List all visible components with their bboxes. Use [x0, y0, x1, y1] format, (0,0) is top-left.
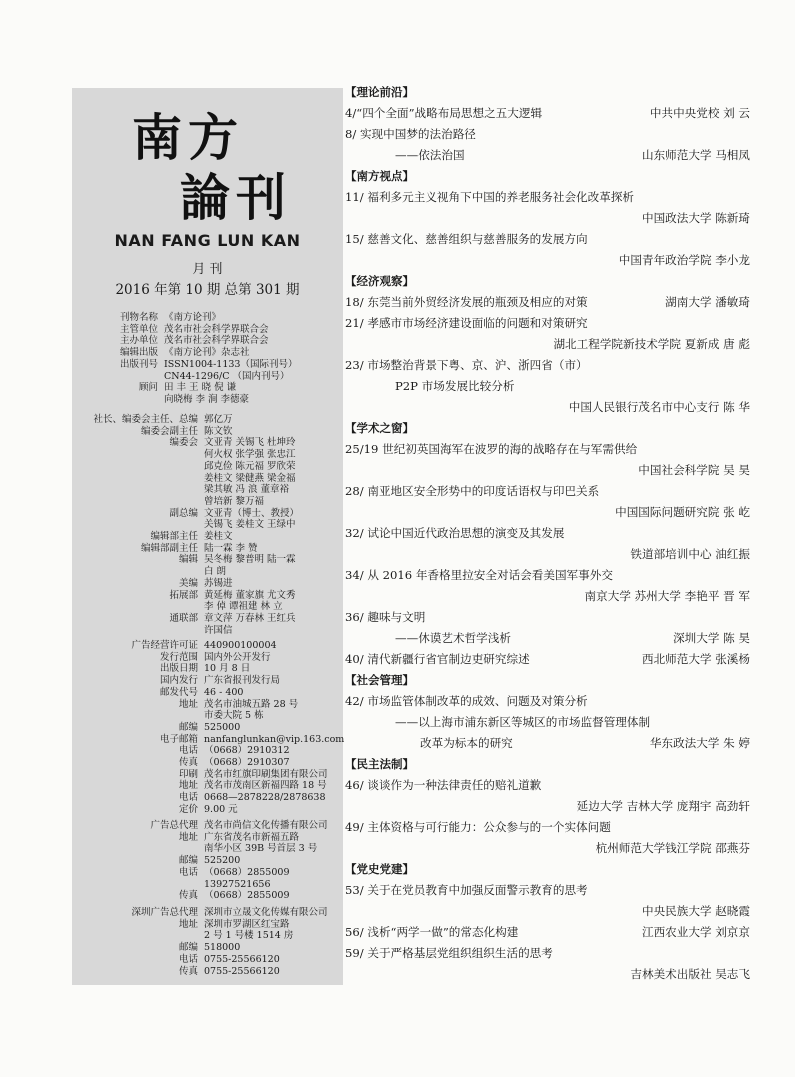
- toc-entry[interactable]: [345, 187, 750, 208]
- info-value: 田 丰 王 晓 倪 谦: [164, 382, 237, 394]
- article-title: 59/ 关于严格基层党组织组织生活的思考: [345, 946, 553, 960]
- info-row: [72, 804, 344, 816]
- info-value: 梁其敏 冯 浪 董章裕: [204, 484, 290, 496]
- article-title: 4/“四个全面”战略布局思想之五大逻辑: [345, 106, 543, 120]
- info-value: 茂名市红旗印刷集团有限公司: [204, 768, 328, 780]
- info-value: （0668）2855009: [204, 890, 290, 902]
- toc-section-heading: 【社会管理】: [345, 673, 414, 687]
- info-label: 通联部: [169, 612, 198, 624]
- article-title: 28/ 南亚地区安全形势中的印度话语权与印巴关系: [345, 484, 600, 498]
- info-row: [72, 347, 297, 359]
- article-title: 25/19 世纪初英国海军在波罗的海的战略存在与军需供给: [345, 442, 638, 456]
- article-title: 改革为标本的研究: [420, 736, 513, 750]
- toc-entry[interactable]: [345, 922, 750, 943]
- article-title: ——以上海市浦东新区等城区的市场监督管理体制: [395, 715, 651, 729]
- info-value: 吴冬梅 黎普明 陆一霖: [204, 554, 296, 566]
- info-label: [72, 484, 198, 496]
- publication-info: [72, 312, 297, 406]
- info-label: [72, 371, 158, 383]
- info-row: [72, 832, 328, 844]
- info-label: [72, 843, 198, 855]
- info-row: [72, 675, 344, 687]
- info-row: [72, 554, 299, 566]
- info-label: 电话: [178, 866, 198, 878]
- toc-entry[interactable]: [345, 523, 750, 544]
- article-author: 杭州师范大学钱江学院 邵燕芬: [595, 841, 750, 855]
- info-label: 邮编: [178, 942, 198, 954]
- info-label: [72, 473, 198, 485]
- info-label: 邮发代号: [159, 686, 198, 698]
- info-value: 姜桂文 梁健燕 梁金福: [204, 472, 296, 484]
- info-value: 广东省报刊发行局: [204, 675, 281, 687]
- article-author: 中共中央党校 刘 云: [649, 106, 750, 120]
- info-row: [72, 757, 344, 769]
- info-row: [72, 394, 297, 406]
- article-title: 18/ 东莞当前外贸经济发展的瓶颈及相应的对策: [345, 295, 588, 309]
- toc-entry[interactable]: [345, 292, 750, 313]
- info-row: [72, 519, 299, 531]
- info-label: 美编: [178, 577, 198, 589]
- article-author: 延边大学 吉林大学 庞翔宇 高劲轩: [576, 799, 750, 813]
- info-label: 广告总代理: [150, 820, 198, 831]
- toc-entry[interactable]: [345, 481, 750, 502]
- info-label: 编辑出版: [119, 347, 158, 359]
- info-label: 拓展部: [169, 589, 198, 601]
- info-value: 2 号 1 号楼 1514 房: [204, 930, 294, 942]
- info-value: 白 朗: [204, 566, 227, 578]
- article-title: 53/ 关于在党员教育中加强反面警示教育的思考: [345, 883, 588, 897]
- info-row: [72, 312, 297, 324]
- info-value: 陈文钦: [204, 425, 233, 437]
- info-value: 文亚青（博士、教授）: [204, 507, 300, 519]
- article-title: 40/ 清代新疆行省官制边吏研究综述: [345, 652, 530, 666]
- info-label: 编辑部副主任: [140, 542, 198, 554]
- frequency-label: 月 刊: [192, 262, 223, 277]
- info-value: 茂名市茂南区新福四路 18 号: [204, 780, 327, 792]
- toc-entry[interactable]: [345, 250, 750, 271]
- masthead-panel: [72, 88, 343, 985]
- info-label: 地址: [178, 698, 198, 710]
- publishing-details: [72, 640, 344, 816]
- info-row: [72, 590, 299, 602]
- info-row: [72, 942, 328, 954]
- info-row: [72, 473, 299, 485]
- article-author: 铁道部培训中心 油红振: [630, 547, 750, 561]
- info-row: [72, 919, 328, 931]
- info-value: 文亚青 关锡飞 杜坤玲: [204, 437, 296, 449]
- info-row: [72, 687, 344, 699]
- info-label: [72, 496, 198, 508]
- info-value: 深圳市立晟文化传媒有限公司: [204, 907, 328, 918]
- info-row: [72, 484, 299, 496]
- article-title: 8/ 实现中国梦的法治路径: [345, 127, 476, 141]
- editorial-staff: [72, 414, 299, 636]
- info-label: 印刷: [178, 768, 198, 780]
- info-value: 茂名市社会科学界联合会: [164, 323, 269, 335]
- info-label: [72, 930, 198, 942]
- info-value: 《南方论刊》杂志社: [164, 347, 250, 359]
- info-row: [72, 930, 328, 942]
- info-value: nanfanglunkan@vip.163.com: [204, 733, 345, 745]
- info-label: 编委会副主任: [140, 425, 198, 437]
- toc-entry[interactable]: [345, 565, 750, 586]
- toc-entry[interactable]: [345, 376, 750, 397]
- toc-entry[interactable]: [345, 208, 750, 229]
- info-label: [72, 394, 158, 406]
- info-row: [72, 879, 328, 891]
- info-row: [72, 625, 299, 637]
- info-row: [72, 745, 344, 757]
- magazine-logo: 南方 論刊: [132, 109, 292, 227]
- info-label: 编辑: [178, 554, 198, 566]
- toc-entry[interactable]: [345, 586, 750, 607]
- toc-entry[interactable]: [345, 397, 750, 418]
- article-title: 46/ 谈谈作为一种法律责任的赔礼道歉: [345, 778, 542, 792]
- info-label: 主办单位: [119, 335, 158, 347]
- info-label: [72, 710, 198, 722]
- info-label: 邮编: [178, 721, 198, 733]
- info-row: [72, 566, 299, 578]
- info-label: 传真: [178, 757, 198, 769]
- info-label: 发行范围: [159, 651, 198, 663]
- info-row: [72, 966, 328, 978]
- info-row: [72, 652, 344, 664]
- info-label: [72, 566, 198, 578]
- info-label: 副总编: [169, 507, 198, 519]
- article-author: 湖南大学 潘敏琦: [665, 295, 750, 309]
- info-row: [72, 663, 344, 675]
- info-label: 主管单位: [119, 323, 158, 335]
- info-row: [72, 722, 344, 734]
- article-author: 华东政法大学 朱 婷: [649, 736, 750, 750]
- info-row: [72, 531, 299, 543]
- info-row: [72, 699, 344, 711]
- info-value: 国内外公开发行: [204, 651, 271, 663]
- info-value: 广东省茂名市新福五路: [204, 831, 300, 843]
- article-author: 中国青年政治学院 李小龙: [618, 253, 750, 267]
- info-value: 0755-25566120: [204, 965, 280, 977]
- article-author: 中国人民银行茂名市中心支行 陈 华: [568, 400, 750, 414]
- info-value: 关锡飞 姜桂文 王绿中: [204, 519, 296, 531]
- info-label: 国内发行: [159, 675, 198, 687]
- info-label: 传真: [178, 965, 198, 977]
- toc-entry[interactable]: [345, 880, 750, 901]
- article-title: ——依法治国: [395, 148, 465, 162]
- info-row: [72, 843, 328, 855]
- info-label: 定价: [178, 803, 198, 815]
- info-label: [72, 519, 198, 531]
- info-row: [72, 710, 344, 722]
- info-label: 地址: [178, 831, 198, 843]
- info-row: [72, 578, 299, 590]
- article-author: 深圳大学 陈 昊: [673, 631, 750, 645]
- info-label: 传真: [178, 890, 198, 902]
- info-label: 电话: [178, 792, 198, 804]
- article-title: 32/ 试论中国近代政治思想的演变及其发展: [345, 526, 565, 540]
- info-row: [72, 907, 328, 919]
- toc-section-heading: 【南方视点】: [345, 169, 414, 183]
- info-label: 出版刊号: [119, 358, 158, 370]
- info-row: [72, 954, 328, 966]
- info-label: [72, 461, 198, 473]
- info-row: [72, 324, 297, 336]
- info-value: CN44-1296/C （国内刊号）: [164, 370, 290, 382]
- info-label: 电子邮箱: [159, 733, 198, 745]
- article-author: 中国社会科学院 吴 昊: [638, 463, 750, 477]
- article-author: 中央民族大学 赵晓霞: [641, 904, 750, 918]
- info-row: [72, 792, 344, 804]
- toc-entry[interactable]: [345, 649, 750, 670]
- info-label: 地址: [178, 918, 198, 930]
- article-author: 山东师范大学 马相凤: [641, 148, 750, 162]
- toc-entry[interactable]: [345, 796, 750, 817]
- ad-agent-details: [72, 820, 328, 902]
- info-value: （0668）2910312: [204, 745, 290, 757]
- info-label: 地址: [178, 780, 198, 792]
- article-author: 吉林美术出版社 吴志飞: [630, 967, 750, 981]
- info-value: 440900100004: [204, 640, 277, 651]
- info-value: 深圳市罗湖区红宝路: [204, 918, 290, 930]
- toc-section-heading: 【学术之窗】: [345, 421, 414, 435]
- toc-entry[interactable]: [345, 544, 750, 565]
- info-value: 茂名市社会科学界联合会: [164, 335, 269, 347]
- info-label: 深圳广告总代理: [131, 907, 198, 918]
- info-row: [72, 640, 344, 652]
- toc-entry[interactable]: [345, 607, 750, 628]
- info-value: 郭亿万: [204, 414, 233, 425]
- info-value: 向晓梅 李 涧 李德豪: [164, 393, 250, 405]
- info-row: [72, 426, 299, 438]
- info-value: 0755-25566120: [204, 953, 280, 965]
- info-label: 广告经营许可证: [131, 640, 198, 651]
- info-value: ISSN1004-1133（国际刊号）: [164, 358, 298, 370]
- article-title: 15/ 慈善文化、慈善组织与慈善服务的发展方向: [345, 232, 588, 246]
- info-value: 姜桂文: [204, 531, 233, 543]
- english-title: NAN FANG LUN KAN: [114, 231, 301, 250]
- article-title: 36/ 趣味与文明: [345, 610, 426, 624]
- info-label: 社长、编委会主任、总编: [93, 414, 198, 425]
- info-value: 章文萍 万春林 王红兵: [204, 612, 296, 624]
- info-value: 525000: [204, 721, 241, 733]
- article-title: 49/ 主体资格与可行能力：公众参与的一个实体问题: [345, 820, 611, 834]
- toc-entry[interactable]: [345, 103, 750, 124]
- info-label: 刊物名称: [119, 312, 158, 323]
- info-value: 518000: [204, 942, 241, 954]
- info-row: [72, 855, 328, 867]
- info-row: [72, 601, 299, 613]
- article-title: 56/ 浅析“两学一做”的常态化构建: [345, 925, 519, 939]
- toc-entry[interactable]: [345, 334, 750, 355]
- article-author: 南京大学 苏州大学 李艳平 晋 军: [584, 589, 750, 603]
- toc-section-heading: 【民主法制】: [345, 757, 414, 771]
- info-row: [72, 335, 297, 347]
- info-label: [72, 601, 198, 613]
- info-row: [72, 769, 344, 781]
- article-author: 江西农业大学 刘京京: [641, 925, 750, 939]
- info-label: [72, 625, 198, 637]
- article-author: 湖北工程学院新技术学院 夏新成 唐 彪: [553, 337, 750, 351]
- info-label: [72, 449, 198, 461]
- article-author: 西北师范大学 张溪杨: [641, 652, 750, 666]
- info-row: [72, 890, 328, 902]
- info-value: 9.00 元: [204, 803, 238, 815]
- toc-entry[interactable]: [345, 838, 750, 859]
- info-value: 南华小区 39B 号首层 3 号: [204, 843, 318, 855]
- info-row: [72, 780, 344, 792]
- info-value: 10 月 8 日: [204, 663, 251, 675]
- info-value: 李 倬 谭祖建 林 立: [204, 601, 283, 613]
- toc-entry[interactable]: [345, 460, 750, 481]
- article-title: 34/ 从 2016 年香格里拉安全对话会看美国军事外交: [345, 568, 613, 582]
- article-title: 21/ 孝感市市场经济建设面临的问题和对策研究: [345, 316, 588, 330]
- info-value: 13927521656: [204, 878, 271, 890]
- article-title: 23/ 市场整治背景下粤、京、沪、浙四省（市）: [345, 358, 588, 372]
- toc-entry[interactable]: [345, 145, 750, 166]
- article-title: P2P 市场发展比较分析: [395, 379, 515, 393]
- toc-section-heading: 【经济观察】: [345, 274, 414, 288]
- info-value: 曾培新 黎万福: [204, 495, 265, 507]
- toc-entry[interactable]: [345, 901, 750, 922]
- info-row: [72, 496, 299, 508]
- article-author: 中国政法大学 陈新琦: [641, 211, 750, 225]
- info-value: （0668）2910307: [204, 757, 290, 769]
- info-value: 邱克俭 陈元福 罗欣荣: [204, 460, 296, 472]
- toc-section-heading: 【党史党建】: [345, 862, 414, 876]
- info-row: [72, 613, 299, 625]
- info-row: [72, 414, 299, 426]
- info-row: [72, 371, 297, 383]
- toc-entry[interactable]: [345, 229, 750, 250]
- toc-entry[interactable]: [345, 775, 750, 796]
- info-label: 电话: [178, 953, 198, 965]
- info-value: 何火权 张学强 张忠江: [204, 449, 296, 461]
- info-value: 许国信: [204, 624, 233, 636]
- info-value: 46 - 400: [204, 686, 244, 698]
- info-value: 525200: [204, 855, 241, 867]
- info-value: 黄延梅 董家旗 尤文秀: [204, 589, 296, 601]
- info-row: [72, 543, 299, 555]
- toc-entry[interactable]: [345, 943, 750, 964]
- info-value: 陆一霖 李 赞: [204, 542, 258, 554]
- info-row: [72, 359, 297, 371]
- info-label: 编辑部主任: [150, 531, 198, 543]
- info-label: 邮编: [178, 855, 198, 867]
- info-value: 苏锡进: [204, 577, 233, 589]
- info-label: 电话: [178, 745, 198, 757]
- info-label: 顾问: [138, 382, 158, 394]
- article-author: 中国国际问题研究院 张 屹: [615, 505, 750, 519]
- article-title: ——休谟艺术哲学浅析: [395, 631, 511, 645]
- info-label: 编委会: [169, 437, 198, 449]
- toc-entry[interactable]: [345, 691, 750, 712]
- toc-entry[interactable]: [345, 733, 750, 754]
- toc-entry[interactable]: [345, 817, 750, 838]
- info-label: 出版日期: [159, 663, 198, 675]
- toc-entry[interactable]: [345, 502, 750, 523]
- toc-entry[interactable]: [345, 439, 750, 460]
- article-title: 42/ 市场监管体制改革的成效、问题及对策分析: [345, 694, 588, 708]
- toc-entry[interactable]: [345, 355, 750, 376]
- toc-entry[interactable]: [345, 124, 750, 145]
- info-row: [72, 437, 299, 449]
- info-label: [72, 879, 198, 891]
- table-of-contents: [345, 82, 750, 985]
- shenzhen-agent-details: [72, 907, 328, 977]
- info-row: [72, 508, 299, 520]
- info-value: （0668）2855009: [204, 866, 290, 878]
- toc-entry[interactable]: [345, 313, 750, 334]
- info-value: 0668—2878228/2878638: [204, 792, 326, 804]
- toc-entry[interactable]: [345, 964, 750, 985]
- toc-entry[interactable]: [345, 628, 750, 649]
- toc-entry[interactable]: [345, 712, 750, 733]
- info-value: 《南方论刊》: [164, 312, 222, 323]
- article-title: 11/ 福利多元主义视角下中国的养老服务社会化改革探析: [345, 190, 635, 204]
- info-row: [72, 382, 297, 394]
- toc-section-heading: 【理论前沿】: [345, 85, 414, 99]
- info-row: [72, 867, 328, 879]
- info-value: 茂名市油城五路 28 号: [204, 698, 299, 710]
- issue-number: 2016 年第 10 期 总第 301 期: [115, 282, 300, 298]
- info-row: [72, 734, 344, 746]
- info-value: 市委大院 5 栋: [204, 710, 264, 722]
- info-value: 茂名市尚信文化传播有限公司: [204, 820, 328, 831]
- info-row: [72, 461, 299, 473]
- info-row: [72, 820, 328, 832]
- info-row: [72, 449, 299, 461]
